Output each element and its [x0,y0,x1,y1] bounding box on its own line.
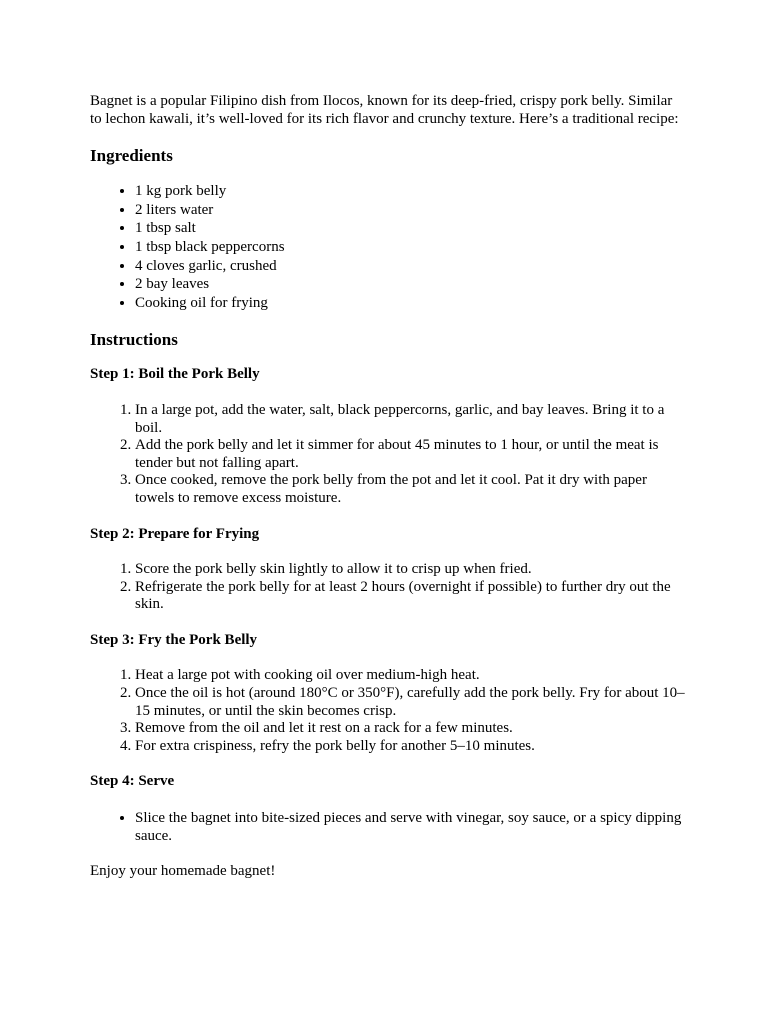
document-body [90,93,686,881]
step-2-list [90,561,686,614]
step-item: 3. Remove from the oil and let it rest on a rack for a few minutes. [135,720,686,738]
ingredient-item: • 1 tbsp salt [135,219,686,238]
ingredient-item: • 1 tbsp black peppercorns [135,238,686,257]
ingredient-item: • 2 bay leaves [135,275,686,294]
ingredients-list [90,182,686,312]
ingredient-item: • 2 liters water [135,201,686,220]
step-1-list [90,402,686,508]
step-item: 3. Once cooked, remove the pork belly from the pot and let it cool. Pat it dry with paper towels to remove excess moisture. [135,472,686,507]
step-item: 2. Add the pork belly and let it simmer for about 45 minutes to 1 hour, or until the meat is tender but not falling apart. [135,437,686,472]
step-item: 4. For extra crispiness, refry the pork belly for another 5–10 minutes. [135,738,686,756]
step-item: 2. Once the oil is hot (around 180°C or 350°F), carefully add the pork belly. Fry for about 10–15 minutes, or until the skin becomes crisp. [135,685,686,720]
step-item: 1. Score the pork belly skin lightly to allow it to crisp up when fried. [135,561,686,579]
step-3-title: Step 3: Fry the Pork Belly [90,631,258,648]
serve-item: • Slice the bagnet into bite-sized pieces and serve with vinegar, soy sauce, or a spicy dipping sauce. [135,809,686,845]
ingredients-heading: Ingredients [90,146,173,166]
ingredient-item: • 4 cloves garlic, crushed [135,257,686,276]
ingredient-item: • 1 kg pork belly [135,182,686,201]
step-2-title: Step 2: Prepare for Frying [90,525,260,542]
instructions-heading: Instructions [90,330,178,350]
step-4-list [90,809,686,845]
ingredient-item: • Cooking oil for frying [135,294,686,313]
step-3-list [90,667,686,755]
step-item: 1. Heat a large pot with cooking oil over medium-high heat. [135,667,686,685]
closing-line: Enjoy your homemade bagnet! [90,863,276,880]
step-1-title: Step 1: Boil the Pork Belly [90,366,260,383]
intro-paragraph: Bagnet is a popular Filipino dish from Ilocos, known for its deep-fried, crispy pork belly. Similar to lechon kawali, it’s well-loved for its rich flavor and crunchy texture. Here’s a traditional recipe: [90,93,679,127]
step-4-title: Step 4: Serve [90,773,175,790]
step-item: 1. In a large pot, add the water, salt, black peppercorns, garlic, and bay leaves. Bring it to a boil. [135,402,686,437]
step-item: 2. Refrigerate the pork belly for at least 2 hours (overnight if possible) to further dry out the skin. [135,579,686,614]
